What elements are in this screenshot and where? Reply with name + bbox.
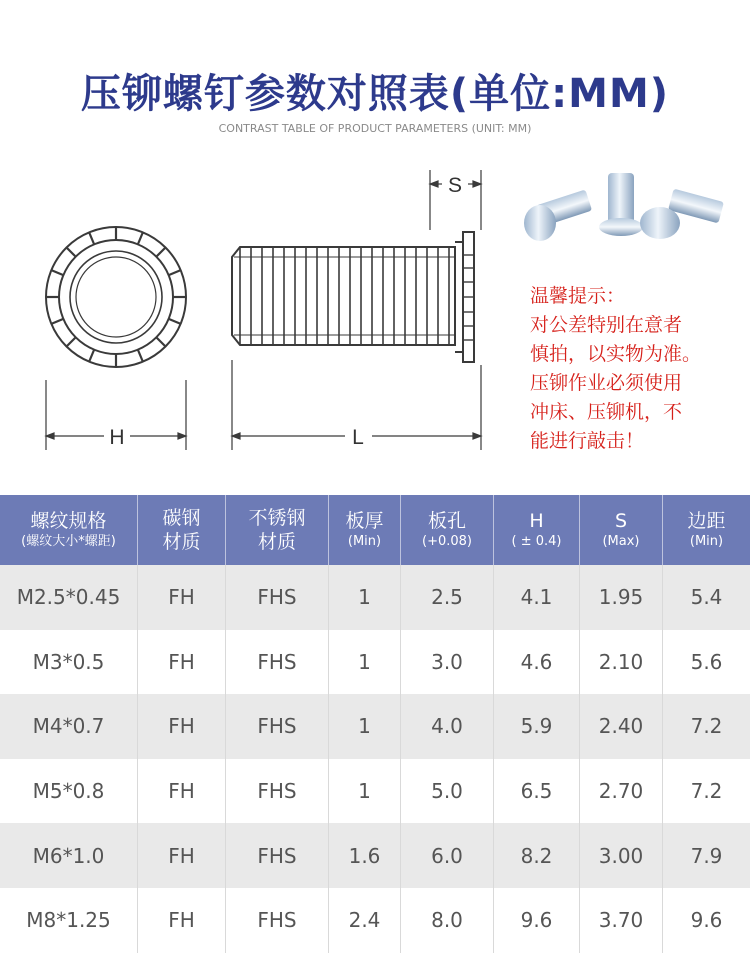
table-cell: FHS: [226, 888, 329, 953]
notice-line: 慎拍，以实物为准。: [530, 343, 702, 365]
page-title: 压铆螺钉参数对照表(单位:MM): [80, 71, 670, 117]
table-cell: 2.70: [580, 759, 663, 824]
table-cell: FHS: [226, 630, 329, 695]
table-cell: FHS: [226, 759, 329, 824]
table-cell: FHS: [226, 823, 329, 888]
table-cell: FHS: [226, 565, 329, 630]
table-cell: 8.0: [401, 888, 494, 953]
table-cell: FH: [138, 823, 226, 888]
table-cell: 2.4: [329, 888, 401, 953]
screw-left: [524, 190, 592, 241]
product-photo: [520, 165, 735, 260]
table-row: [0, 630, 750, 695]
table-cell: 4.0: [401, 694, 494, 759]
header-cell: 螺纹规格 (螺纹大小*螺距): [0, 495, 138, 565]
header-cell: 边距 (Min): [687, 510, 726, 549]
notice-line: 冲床、压铆机，不: [530, 401, 683, 423]
table-cell: FH: [138, 888, 226, 953]
table-cell: M3*0.5: [0, 630, 138, 695]
technical-drawing: [0, 150, 520, 470]
page-subtitle: CONTRAST TABLE OF PRODUCT PARAMETERS (UNIT: MM): [218, 122, 532, 135]
table-cell: 1: [329, 759, 401, 824]
table-cell: 5.4: [690, 585, 723, 610]
table-cell: M5*0.8: [0, 759, 138, 824]
table-cell: FHS: [226, 694, 329, 759]
table-body: [0, 565, 750, 953]
table-cell: 3.70: [580, 888, 663, 953]
table-cell: 1: [329, 565, 401, 630]
notice-line: 压铆作业必须使用: [530, 372, 683, 394]
table-cell: FH: [138, 630, 226, 695]
screw-right: [640, 189, 724, 239]
table-cell: 7.9: [690, 843, 723, 868]
table-cell: 9.6: [494, 888, 580, 953]
label-h: H: [109, 426, 125, 449]
parameter-table: [0, 495, 750, 953]
table-row: [0, 888, 750, 953]
notice: [530, 282, 745, 456]
table-cell: 1.6: [329, 823, 401, 888]
head-top-view: [46, 227, 186, 367]
table-cell: 2.40: [580, 694, 663, 759]
table-cell: 7.2: [690, 714, 723, 739]
table-cell: 6.0: [401, 823, 494, 888]
table-cell: 6.5: [494, 759, 580, 824]
head-knurl: [464, 255, 473, 340]
table-cell: 3.00: [580, 823, 663, 888]
table-row: [0, 565, 750, 630]
header-cell: 不锈钢 材质: [226, 495, 329, 565]
table-cell: 5.6: [690, 649, 723, 674]
table-cell: 8.2: [494, 823, 580, 888]
label-s: S: [447, 174, 463, 197]
table-cell: FH: [138, 565, 226, 630]
table-header-row: [0, 495, 750, 565]
table-cell: 4.1: [494, 565, 580, 630]
table-cell: 1: [329, 630, 401, 695]
table-cell: 2.5: [401, 565, 494, 630]
table-cell: FH: [138, 759, 226, 824]
header-cell: S (Max): [580, 495, 663, 565]
table-cell: 4.6: [494, 630, 580, 695]
table-row: [0, 759, 750, 824]
table-cell: 1.95: [580, 565, 663, 630]
table-row: [0, 694, 750, 759]
table-cell: M4*0.7: [0, 694, 138, 759]
table-cell: M2.5*0.45: [0, 565, 138, 630]
table-cell: M6*1.0: [0, 823, 138, 888]
header-cell: 碳钢 材质: [138, 495, 226, 565]
table-cell: M8*1.25: [0, 888, 138, 953]
header-cell: 板孔 (+0.08): [401, 495, 494, 565]
notice-line: 对公差特别在意者: [530, 314, 683, 336]
table-cell: 1: [329, 694, 401, 759]
table-cell: 7.2: [690, 779, 723, 804]
header-cell: H ( ± 0.4): [494, 495, 580, 565]
table-cell: FH: [138, 694, 226, 759]
thread-lines: [240, 248, 449, 344]
screw-middle: [599, 173, 643, 236]
table-cell: 5.0: [401, 759, 494, 824]
table-cell: 5.9: [494, 694, 580, 759]
table-cell: 2.10: [580, 630, 663, 695]
table-cell: 9.6: [690, 908, 723, 933]
header-cell: 板厚 (Min): [329, 495, 401, 565]
table-row: [0, 823, 750, 888]
table-cell: 3.0: [401, 630, 494, 695]
label-l: L: [352, 426, 364, 449]
notice-line: 温馨提示：: [530, 285, 626, 307]
notice-line: 能进行敲击！: [530, 430, 645, 452]
